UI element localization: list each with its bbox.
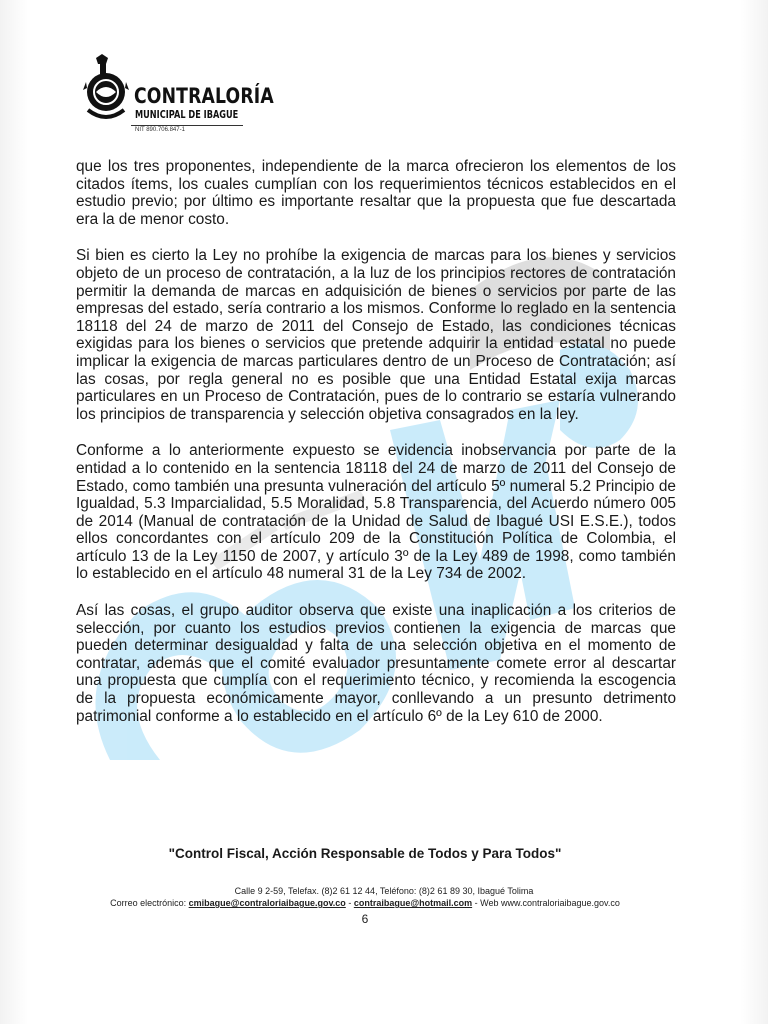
email-separator: - xyxy=(348,898,352,908)
web-address[interactable]: - Web www.contraloriaibague.gov.co xyxy=(474,898,620,908)
logo-divider xyxy=(131,125,243,126)
footer-address: Calle 9 2-59, Telefax. (8)2 61 12 44, Teléfono: (8)2 61 89 30, Ibagué Tolima xyxy=(234,886,534,896)
footer-motto: "Control Fiscal, Acción Responsable de Todos y Para Todos" xyxy=(168,846,562,861)
org-name: CONTRALORÍA xyxy=(134,84,274,108)
org-subtitle: MUNICIPAL DE IBAGUE xyxy=(135,109,239,121)
email-link-primary[interactable]: cmibague@contraloriaibague.gov.co xyxy=(188,898,346,908)
paragraph-2: Si bien es cierto la Ley no prohíbe la exigencia de marcas para los bienes y servicios objeto de un proceso de contratación, a la luz de los principios rectores de contratación permitir la demanda de marcas en adquisición de bienes o servicios por parte de las empresas del estado, sería contrario a los mismos. Conforme lo reglado en la sentencia 18118 del 24 de marzo de 2011 del Consejo de Estado, las condiciones técnicas exigidas para los bienes o servicios que pretende adquirir la entidad estatal no puede implicar la exigencia de marcas particulares dentro de un Proceso de Contratación; así las cosas, por regla general no es posible que una Entidad Estatal exija marcas particulares en un Proceso de Contratación, pues de lo contrario se estaría vulnerando los principios de transparencia y selección objetiva consagrados en la ley. xyxy=(76,247,676,423)
page-number: 6 xyxy=(361,912,369,926)
document-body xyxy=(76,158,676,744)
scan-edge-left xyxy=(0,0,28,1024)
org-nit: NIT 890.706.847-1 xyxy=(135,127,185,133)
email-link-secondary[interactable]: contraibague@hotmail.com xyxy=(353,898,473,908)
paragraph-3: Conforme a lo anteriormente expuesto se evidencia inobservancia por parte de la entidad a lo contenido en la sentencia 18118 del 24 de marzo de 2011 del Consejo de Estado, como también una presunta vulneración del artículo 5º numeral 5.2 Principio de Igualdad, 5.3 Imparcialidad, 5.5 Moralidad, 5.8 Transparencia, del Acuerdo número 005 de 2014 (Manual de contratación de la Unidad de Salud de Ibagué USI E.S.E.), todos ellos concordantes con el artículo 209 de la Constitución Política de Colombia, el artículo 13 de la Ley 1150 de 2007, y artículo 3º de la Ley 489 de 1998, como también lo establecido en el artículo 48 numeral 31 de la Ley 734 de 2002. xyxy=(76,442,676,583)
paragraph-1: que los tres proponentes, independiente de la marca ofrecieron los elementos de los citados ítems, los cuales cumplían con los requerimientos técnicos establecidos en el estudio previo; por último es importante resaltar que la propuesta que fue descartada era la de menor costo. xyxy=(76,158,676,228)
scan-edge-right xyxy=(740,0,768,1024)
email-label: Correo electrónico: xyxy=(110,898,187,908)
shield-emblem-icon xyxy=(82,52,134,132)
paragraph-4: Así las cosas, el grupo auditor observa que existe una inaplicación a los criterios de selección, por cuanto los estudios previos contienen la exigencia de marcas que pueden determinar desigualdad y falta de una selección objetiva en el momento de contratar, además que el comité evaluador presuntamente comete error al descartar una propuesta que cumplía con el requerimiento técnico, y recomienda la escogencia de la propuesta económicamente mayor, conllevando a un presunto detrimento patrimonial conforme a lo establecido en el artículo 6º de la Ley 610 de 2000. xyxy=(76,602,676,725)
org-logo xyxy=(82,50,274,136)
footer-contact xyxy=(0,898,730,908)
